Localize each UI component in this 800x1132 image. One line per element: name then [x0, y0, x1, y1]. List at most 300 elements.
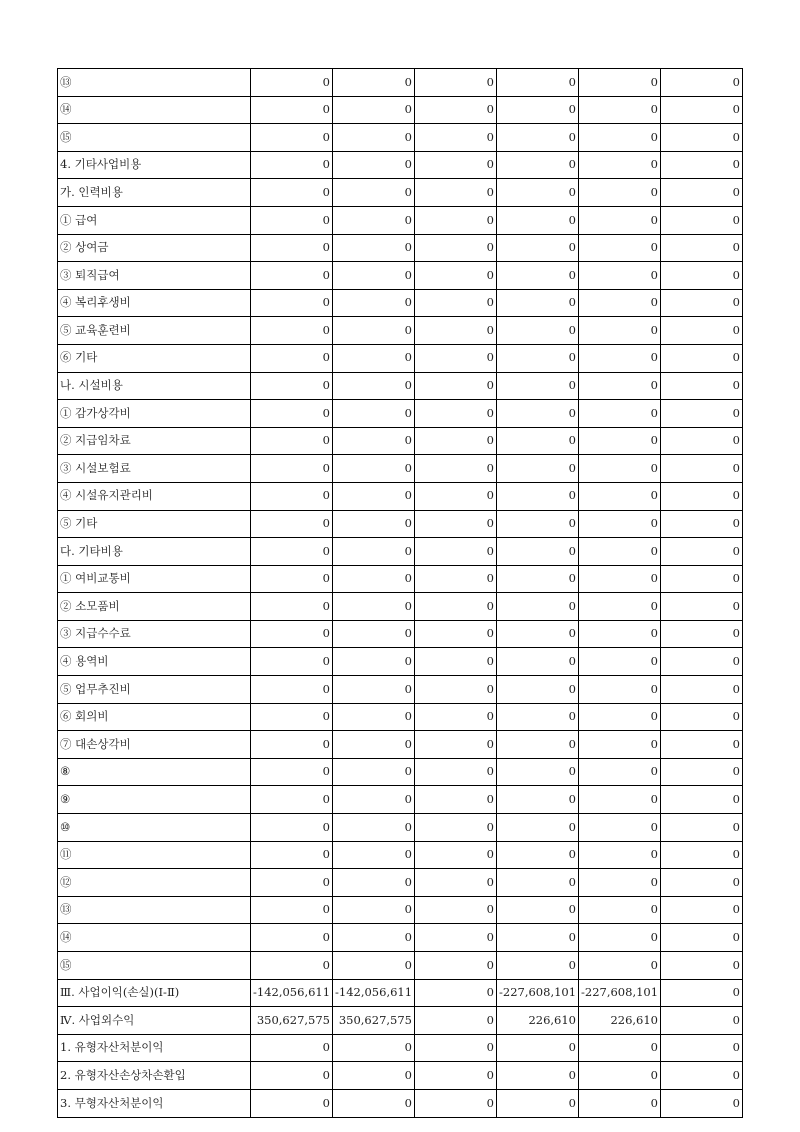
value-cell: 0: [251, 565, 333, 593]
value-cell: 0: [415, 124, 497, 152]
value-cell: 0: [497, 648, 579, 676]
row-label: ④ 용역비: [58, 648, 251, 676]
value-cell: 0: [251, 510, 333, 538]
value-cell: 0: [661, 455, 743, 483]
table-row: [58, 538, 743, 566]
value-cell: 0: [333, 151, 415, 179]
value-cell: 0: [333, 1062, 415, 1090]
table-row: [58, 427, 743, 455]
value-cell: 0: [579, 869, 661, 897]
value-cell: 0: [579, 455, 661, 483]
value-cell: 0: [415, 427, 497, 455]
table-row: [58, 289, 743, 317]
table-row: [58, 372, 743, 400]
row-label: ⑥ 회의비: [58, 703, 251, 731]
value-cell: 0: [661, 69, 743, 97]
row-label: 다. 기타비용: [58, 538, 251, 566]
value-cell: 0: [661, 317, 743, 345]
value-cell: 0: [579, 234, 661, 262]
value-cell: 0: [251, 455, 333, 483]
value-cell: 0: [661, 676, 743, 704]
row-label: ⑦ 대손상각비: [58, 731, 251, 759]
value-cell: -142,056,611: [251, 979, 333, 1007]
value-cell: 0: [661, 96, 743, 124]
value-cell: 0: [251, 427, 333, 455]
row-label: ⑮: [58, 124, 251, 152]
value-cell: 0: [661, 344, 743, 372]
value-cell: 0: [497, 620, 579, 648]
value-cell: 0: [661, 124, 743, 152]
value-cell: 0: [579, 620, 661, 648]
value-cell: 0: [333, 593, 415, 621]
row-label: ⑤ 교육훈련비: [58, 317, 251, 345]
value-cell: 0: [661, 979, 743, 1007]
table-row: [58, 648, 743, 676]
table-row: [58, 924, 743, 952]
value-cell: 0: [333, 1034, 415, 1062]
row-label: ④ 시설유지관리비: [58, 482, 251, 510]
table-row: [58, 786, 743, 814]
value-cell: 0: [333, 344, 415, 372]
value-cell: 0: [579, 344, 661, 372]
value-cell: 0: [415, 372, 497, 400]
row-label: ⑤ 업무추진비: [58, 676, 251, 704]
row-label: ⑭: [58, 924, 251, 952]
value-cell: 0: [415, 538, 497, 566]
value-cell: 0: [333, 69, 415, 97]
row-label: ⑫: [58, 869, 251, 897]
value-cell: 0: [579, 262, 661, 290]
value-cell: 0: [579, 372, 661, 400]
value-cell: 0: [333, 814, 415, 842]
table-row: [58, 1007, 743, 1035]
value-cell: 0: [415, 565, 497, 593]
value-cell: 0: [579, 841, 661, 869]
table-row: [58, 703, 743, 731]
value-cell: 0: [661, 896, 743, 924]
table-row: [58, 1089, 743, 1117]
value-cell: 0: [333, 372, 415, 400]
value-cell: 0: [333, 676, 415, 704]
table-row: [58, 482, 743, 510]
row-label: ⑮: [58, 952, 251, 980]
row-label: ① 여비교통비: [58, 565, 251, 593]
value-cell: 0: [333, 952, 415, 980]
row-label: 3. 무형자산처분이익: [58, 1089, 251, 1117]
value-cell: 0: [661, 482, 743, 510]
value-cell: 0: [333, 317, 415, 345]
value-cell: 0: [497, 565, 579, 593]
table-row: [58, 979, 743, 1007]
value-cell: 0: [579, 482, 661, 510]
value-cell: 0: [333, 124, 415, 152]
value-cell: 0: [661, 841, 743, 869]
value-cell: 0: [333, 565, 415, 593]
value-cell: 0: [497, 1062, 579, 1090]
row-label: 1. 유형자산처분이익: [58, 1034, 251, 1062]
value-cell: 0: [661, 593, 743, 621]
value-cell: 0: [415, 924, 497, 952]
value-cell: 0: [251, 289, 333, 317]
row-label: ③ 지급수수료: [58, 620, 251, 648]
table-row: [58, 124, 743, 152]
value-cell: 0: [661, 648, 743, 676]
value-cell: 0: [415, 896, 497, 924]
value-cell: 0: [497, 924, 579, 952]
value-cell: 0: [251, 786, 333, 814]
table-row: [58, 234, 743, 262]
row-label: ⑨: [58, 786, 251, 814]
row-label: Ⅳ. 사업외수익: [58, 1007, 251, 1035]
value-cell: 0: [497, 206, 579, 234]
table-body: [58, 69, 743, 1118]
value-cell: 0: [251, 620, 333, 648]
value-cell: 0: [497, 869, 579, 897]
value-cell: 0: [579, 1034, 661, 1062]
value-cell: 0: [415, 289, 497, 317]
value-cell: 0: [579, 565, 661, 593]
value-cell: 0: [497, 538, 579, 566]
value-cell: 0: [661, 262, 743, 290]
value-cell: 0: [251, 179, 333, 207]
value-cell: 0: [415, 179, 497, 207]
value-cell: 0: [251, 703, 333, 731]
table-row: [58, 317, 743, 345]
value-cell: 0: [333, 206, 415, 234]
value-cell: 0: [251, 317, 333, 345]
value-cell: 0: [497, 731, 579, 759]
table-row: [58, 206, 743, 234]
value-cell: 0: [579, 924, 661, 952]
value-cell: 0: [415, 979, 497, 1007]
row-label: 4. 기타사업비용: [58, 151, 251, 179]
value-cell: 0: [415, 344, 497, 372]
row-label: ⑬: [58, 69, 251, 97]
value-cell: 0: [497, 69, 579, 97]
value-cell: 0: [415, 1089, 497, 1117]
value-cell: 0: [333, 400, 415, 428]
value-cell: 0: [497, 96, 579, 124]
value-cell: 0: [251, 234, 333, 262]
value-cell: 0: [497, 1089, 579, 1117]
value-cell: 0: [661, 565, 743, 593]
value-cell: 0: [415, 482, 497, 510]
row-label: ② 소모품비: [58, 593, 251, 621]
row-label: ① 감가상각비: [58, 400, 251, 428]
value-cell: 0: [251, 344, 333, 372]
value-cell: 0: [251, 731, 333, 759]
row-label: ⑩: [58, 814, 251, 842]
value-cell: 0: [497, 758, 579, 786]
row-label: ⑭: [58, 96, 251, 124]
value-cell: 0: [579, 510, 661, 538]
value-cell: 0: [251, 1089, 333, 1117]
table-row: [58, 758, 743, 786]
value-cell: 0: [333, 786, 415, 814]
value-cell: 0: [661, 1062, 743, 1090]
table-row: [58, 1034, 743, 1062]
row-label: 가. 인력비용: [58, 179, 251, 207]
value-cell: 0: [251, 1062, 333, 1090]
value-cell: 0: [579, 952, 661, 980]
value-cell: 0: [333, 262, 415, 290]
value-cell: 0: [333, 482, 415, 510]
value-cell: 0: [579, 786, 661, 814]
row-label: ③ 퇴직급여: [58, 262, 251, 290]
value-cell: 0: [333, 455, 415, 483]
value-cell: 0: [661, 538, 743, 566]
row-label: ④ 복리후생비: [58, 289, 251, 317]
table-row: [58, 455, 743, 483]
value-cell: 0: [415, 206, 497, 234]
value-cell: 0: [579, 758, 661, 786]
row-label: Ⅲ. 사업이익(손실)(Ⅰ-Ⅱ): [58, 979, 251, 1007]
value-cell: 0: [497, 814, 579, 842]
value-cell: 0: [251, 206, 333, 234]
value-cell: 0: [251, 96, 333, 124]
value-cell: 0: [497, 179, 579, 207]
row-label: ② 지급임차료: [58, 427, 251, 455]
value-cell: 0: [579, 179, 661, 207]
value-cell: 226,610: [579, 1007, 661, 1035]
value-cell: 0: [661, 510, 743, 538]
value-cell: 0: [333, 703, 415, 731]
value-cell: 0: [661, 731, 743, 759]
value-cell: 350,627,575: [251, 1007, 333, 1035]
value-cell: 0: [333, 648, 415, 676]
value-cell: 0: [497, 372, 579, 400]
value-cell: 350,627,575: [333, 1007, 415, 1035]
value-cell: 226,610: [497, 1007, 579, 1035]
value-cell: 0: [415, 262, 497, 290]
value-cell: 0: [579, 731, 661, 759]
value-cell: 0: [415, 69, 497, 97]
value-cell: 0: [415, 841, 497, 869]
value-cell: 0: [333, 179, 415, 207]
value-cell: 0: [497, 124, 579, 152]
row-label: 2. 유형자산손상차손환입: [58, 1062, 251, 1090]
value-cell: 0: [415, 703, 497, 731]
value-cell: 0: [333, 924, 415, 952]
value-cell: 0: [333, 620, 415, 648]
value-cell: 0: [251, 869, 333, 897]
value-cell: 0: [333, 234, 415, 262]
value-cell: 0: [579, 69, 661, 97]
value-cell: 0: [497, 786, 579, 814]
value-cell: 0: [497, 676, 579, 704]
table-row: [58, 620, 743, 648]
value-cell: 0: [251, 648, 333, 676]
row-label: ② 상여금: [58, 234, 251, 262]
value-cell: 0: [661, 952, 743, 980]
value-cell: 0: [497, 234, 579, 262]
value-cell: 0: [497, 896, 579, 924]
value-cell: 0: [661, 814, 743, 842]
value-cell: 0: [579, 896, 661, 924]
value-cell: 0: [497, 317, 579, 345]
value-cell: 0: [579, 206, 661, 234]
table-row: [58, 510, 743, 538]
value-cell: 0: [415, 952, 497, 980]
value-cell: 0: [333, 538, 415, 566]
value-cell: 0: [579, 1089, 661, 1117]
row-label: ⑬: [58, 896, 251, 924]
value-cell: 0: [497, 510, 579, 538]
table-row: [58, 676, 743, 704]
value-cell: -227,608,101: [579, 979, 661, 1007]
value-cell: 0: [333, 841, 415, 869]
value-cell: 0: [251, 676, 333, 704]
table-row: [58, 96, 743, 124]
table-row: [58, 896, 743, 924]
row-label: ⑪: [58, 841, 251, 869]
value-cell: 0: [251, 758, 333, 786]
table-row: [58, 400, 743, 428]
financial-table: [57, 68, 743, 1118]
value-cell: 0: [415, 455, 497, 483]
value-cell: 0: [251, 482, 333, 510]
value-cell: 0: [661, 234, 743, 262]
row-label: ① 급여: [58, 206, 251, 234]
value-cell: 0: [333, 896, 415, 924]
value-cell: 0: [579, 1062, 661, 1090]
value-cell: 0: [415, 400, 497, 428]
value-cell: 0: [415, 648, 497, 676]
value-cell: 0: [415, 510, 497, 538]
value-cell: 0: [661, 289, 743, 317]
value-cell: 0: [251, 69, 333, 97]
value-cell: 0: [251, 952, 333, 980]
value-cell: 0: [661, 924, 743, 952]
table-row: [58, 731, 743, 759]
value-cell: 0: [251, 151, 333, 179]
value-cell: 0: [661, 1089, 743, 1117]
value-cell: 0: [251, 924, 333, 952]
value-cell: 0: [251, 814, 333, 842]
value-cell: 0: [579, 317, 661, 345]
value-cell: 0: [497, 952, 579, 980]
value-cell: 0: [497, 151, 579, 179]
value-cell: 0: [251, 400, 333, 428]
row-label: ⑧: [58, 758, 251, 786]
table-row: [58, 262, 743, 290]
value-cell: 0: [579, 96, 661, 124]
value-cell: 0: [497, 482, 579, 510]
value-cell: 0: [415, 1034, 497, 1062]
value-cell: 0: [251, 124, 333, 152]
value-cell: 0: [661, 1007, 743, 1035]
value-cell: 0: [251, 372, 333, 400]
value-cell: 0: [661, 400, 743, 428]
value-cell: 0: [415, 814, 497, 842]
value-cell: -227,608,101: [497, 979, 579, 1007]
row-label: ③ 시설보험료: [58, 455, 251, 483]
value-cell: 0: [661, 758, 743, 786]
value-cell: 0: [415, 317, 497, 345]
value-cell: 0: [661, 372, 743, 400]
value-cell: 0: [333, 96, 415, 124]
value-cell: 0: [333, 869, 415, 897]
value-cell: 0: [497, 593, 579, 621]
table-row: [58, 565, 743, 593]
value-cell: 0: [497, 703, 579, 731]
value-cell: 0: [415, 96, 497, 124]
value-cell: 0: [333, 731, 415, 759]
table-row: [58, 344, 743, 372]
value-cell: 0: [579, 814, 661, 842]
value-cell: 0: [497, 455, 579, 483]
value-cell: 0: [661, 869, 743, 897]
value-cell: 0: [579, 151, 661, 179]
value-cell: 0: [661, 1034, 743, 1062]
value-cell: 0: [579, 427, 661, 455]
row-label: ⑤ 기타: [58, 510, 251, 538]
value-cell: 0: [415, 1062, 497, 1090]
table-row: [58, 179, 743, 207]
value-cell: 0: [415, 758, 497, 786]
value-cell: 0: [415, 234, 497, 262]
value-cell: 0: [579, 538, 661, 566]
value-cell: 0: [497, 841, 579, 869]
value-cell: 0: [661, 620, 743, 648]
table-row: [58, 1062, 743, 1090]
value-cell: 0: [333, 510, 415, 538]
value-cell: 0: [251, 896, 333, 924]
table-row: [58, 151, 743, 179]
value-cell: 0: [251, 1034, 333, 1062]
value-cell: 0: [333, 289, 415, 317]
table-row: [58, 841, 743, 869]
value-cell: 0: [415, 593, 497, 621]
value-cell: 0: [251, 841, 333, 869]
value-cell: 0: [415, 151, 497, 179]
row-label: ⑥ 기타: [58, 344, 251, 372]
table-row: [58, 593, 743, 621]
value-cell: 0: [579, 400, 661, 428]
value-cell: 0: [415, 1007, 497, 1035]
value-cell: 0: [497, 427, 579, 455]
value-cell: 0: [661, 427, 743, 455]
value-cell: 0: [497, 1034, 579, 1062]
value-cell: 0: [579, 648, 661, 676]
value-cell: 0: [497, 400, 579, 428]
row-label: 나. 시설비용: [58, 372, 251, 400]
value-cell: 0: [497, 289, 579, 317]
table-row: [58, 952, 743, 980]
value-cell: 0: [661, 703, 743, 731]
value-cell: 0: [661, 179, 743, 207]
value-cell: 0: [579, 703, 661, 731]
table-row: [58, 69, 743, 97]
value-cell: 0: [333, 427, 415, 455]
value-cell: 0: [333, 758, 415, 786]
value-cell: 0: [579, 593, 661, 621]
value-cell: 0: [415, 676, 497, 704]
value-cell: 0: [661, 786, 743, 814]
value-cell: -142,056,611: [333, 979, 415, 1007]
value-cell: 0: [579, 676, 661, 704]
value-cell: 0: [415, 786, 497, 814]
value-cell: 0: [251, 538, 333, 566]
value-cell: 0: [251, 593, 333, 621]
value-cell: 0: [579, 289, 661, 317]
value-cell: 0: [415, 731, 497, 759]
value-cell: 0: [497, 262, 579, 290]
value-cell: 0: [661, 151, 743, 179]
value-cell: 0: [415, 620, 497, 648]
value-cell: 0: [333, 1089, 415, 1117]
table-row: [58, 814, 743, 842]
